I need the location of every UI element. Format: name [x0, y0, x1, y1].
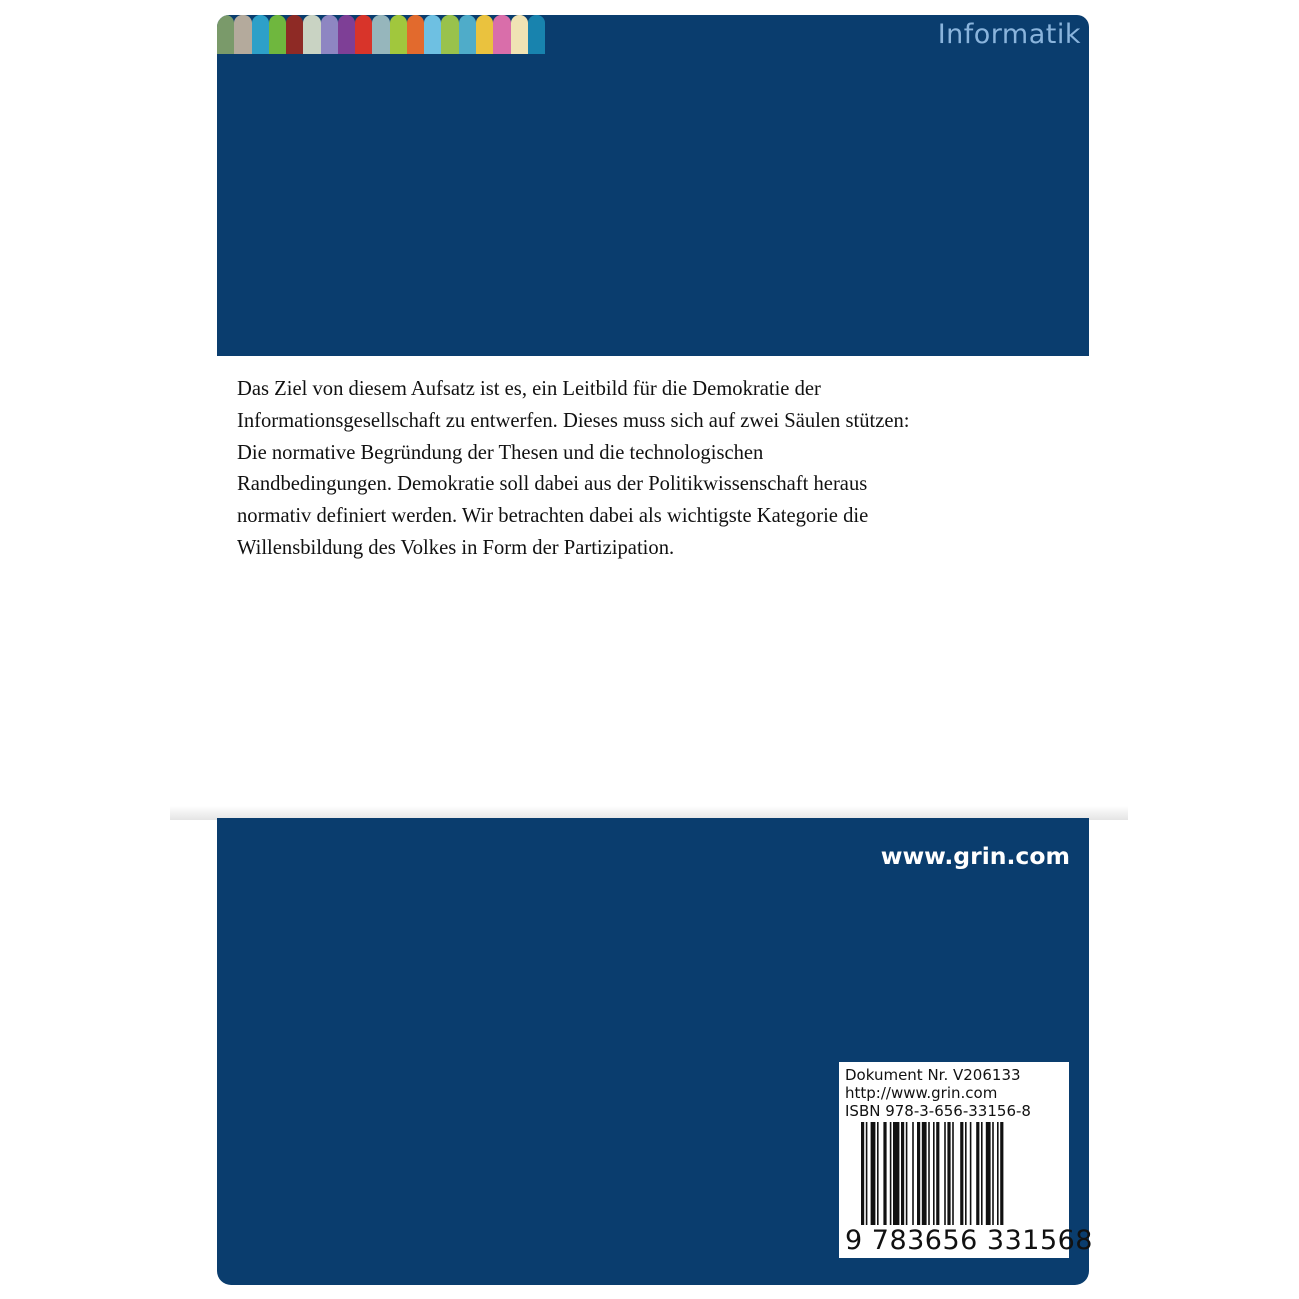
barcode-bar: [912, 1122, 914, 1225]
document-url: http://www.grin.com: [845, 1084, 998, 1102]
barcode-digits: 9 783656 331568: [845, 1225, 1093, 1256]
document-info: [845, 1066, 1031, 1120]
barcode-bar: [883, 1122, 886, 1225]
barcode-bar: [906, 1122, 908, 1225]
abstract-line: Informationsgesellschaft zu entwerfen. Dieses muss sich auf zwei Säulen stützen:: [237, 409, 910, 432]
color-stripe: [303, 15, 320, 54]
color-stripe: [528, 15, 545, 54]
barcode-bar: [866, 1122, 868, 1225]
barcode-bar: [877, 1122, 879, 1225]
barcode-bar: [890, 1122, 892, 1225]
isbn-text: ISBN 978-3-656-33156-8: [845, 1102, 1031, 1120]
barcode-bar: [992, 1122, 994, 1225]
barcode-bar: [981, 1122, 983, 1225]
cover-bottom-panel: [217, 818, 1093, 1285]
barcode-bar: [861, 1122, 864, 1225]
barcode-bar: [944, 1122, 946, 1225]
barcode-bar: [936, 1122, 939, 1225]
color-stripe: [476, 15, 493, 54]
abstract-line: Die normative Begründung der Thesen und die technologischen: [237, 441, 764, 464]
barcode-bar: [965, 1122, 967, 1225]
barcode-bar: [970, 1122, 972, 1225]
color-stripe: [372, 15, 389, 54]
barcode-bar: [947, 1122, 950, 1225]
color-stripe: [459, 15, 476, 54]
barcode-box: [839, 1062, 1093, 1258]
color-stripe: [217, 15, 234, 54]
document-number: Dokument Nr. V206133: [845, 1066, 1021, 1084]
barcode-bar: [917, 1122, 920, 1225]
color-stripes: [217, 15, 545, 54]
barcode-bar: [933, 1122, 935, 1225]
barcode-bar: [997, 1122, 999, 1225]
color-stripe: [511, 15, 528, 54]
barcode-bar: [893, 1122, 899, 1225]
barcode-bar: [928, 1122, 930, 1225]
color-stripe: [338, 15, 355, 54]
abstract-line: Randbedingungen. Demokratie soll dabei aus der Politikwissenschaft heraus: [237, 473, 868, 496]
barcode-bar: [871, 1122, 876, 1225]
barcode-bar: [986, 1122, 991, 1225]
color-stripe: [252, 15, 269, 54]
barcode-bar: [1000, 1122, 1003, 1225]
color-stripe: [234, 15, 251, 54]
color-stripe: [269, 15, 286, 54]
abstract-line: Das Ziel von diesem Aufsatz ist es, ein Leitbild für die Demokratie der: [237, 378, 821, 400]
color-stripe: [424, 15, 441, 54]
website-label: www.grin.com: [880, 842, 1070, 870]
category-label: Informatik: [937, 19, 1081, 50]
abstract-line: Willensbildung des Volkes in Form der Partizipation.: [237, 536, 675, 559]
barcode-bar: [901, 1122, 904, 1225]
abstract-text: [237, 374, 977, 565]
color-stripe: [441, 15, 458, 54]
barcode-bars: [861, 1122, 1061, 1225]
color-stripe: [355, 15, 372, 54]
barcode-bar: [976, 1122, 979, 1225]
color-stripe: [286, 15, 303, 54]
color-stripe: [390, 15, 407, 54]
color-stripe: [493, 15, 510, 54]
barcode-bar: [922, 1122, 927, 1225]
color-stripe: [407, 15, 424, 54]
barcode-bar: [952, 1122, 954, 1225]
color-stripe: [321, 15, 338, 54]
abstract-line: normativ definiert werden. Wir betrachten dabei als wichtigste Kategorie die: [237, 505, 869, 528]
cover-top-panel: [217, 15, 1089, 356]
barcode-bar: [960, 1122, 963, 1225]
